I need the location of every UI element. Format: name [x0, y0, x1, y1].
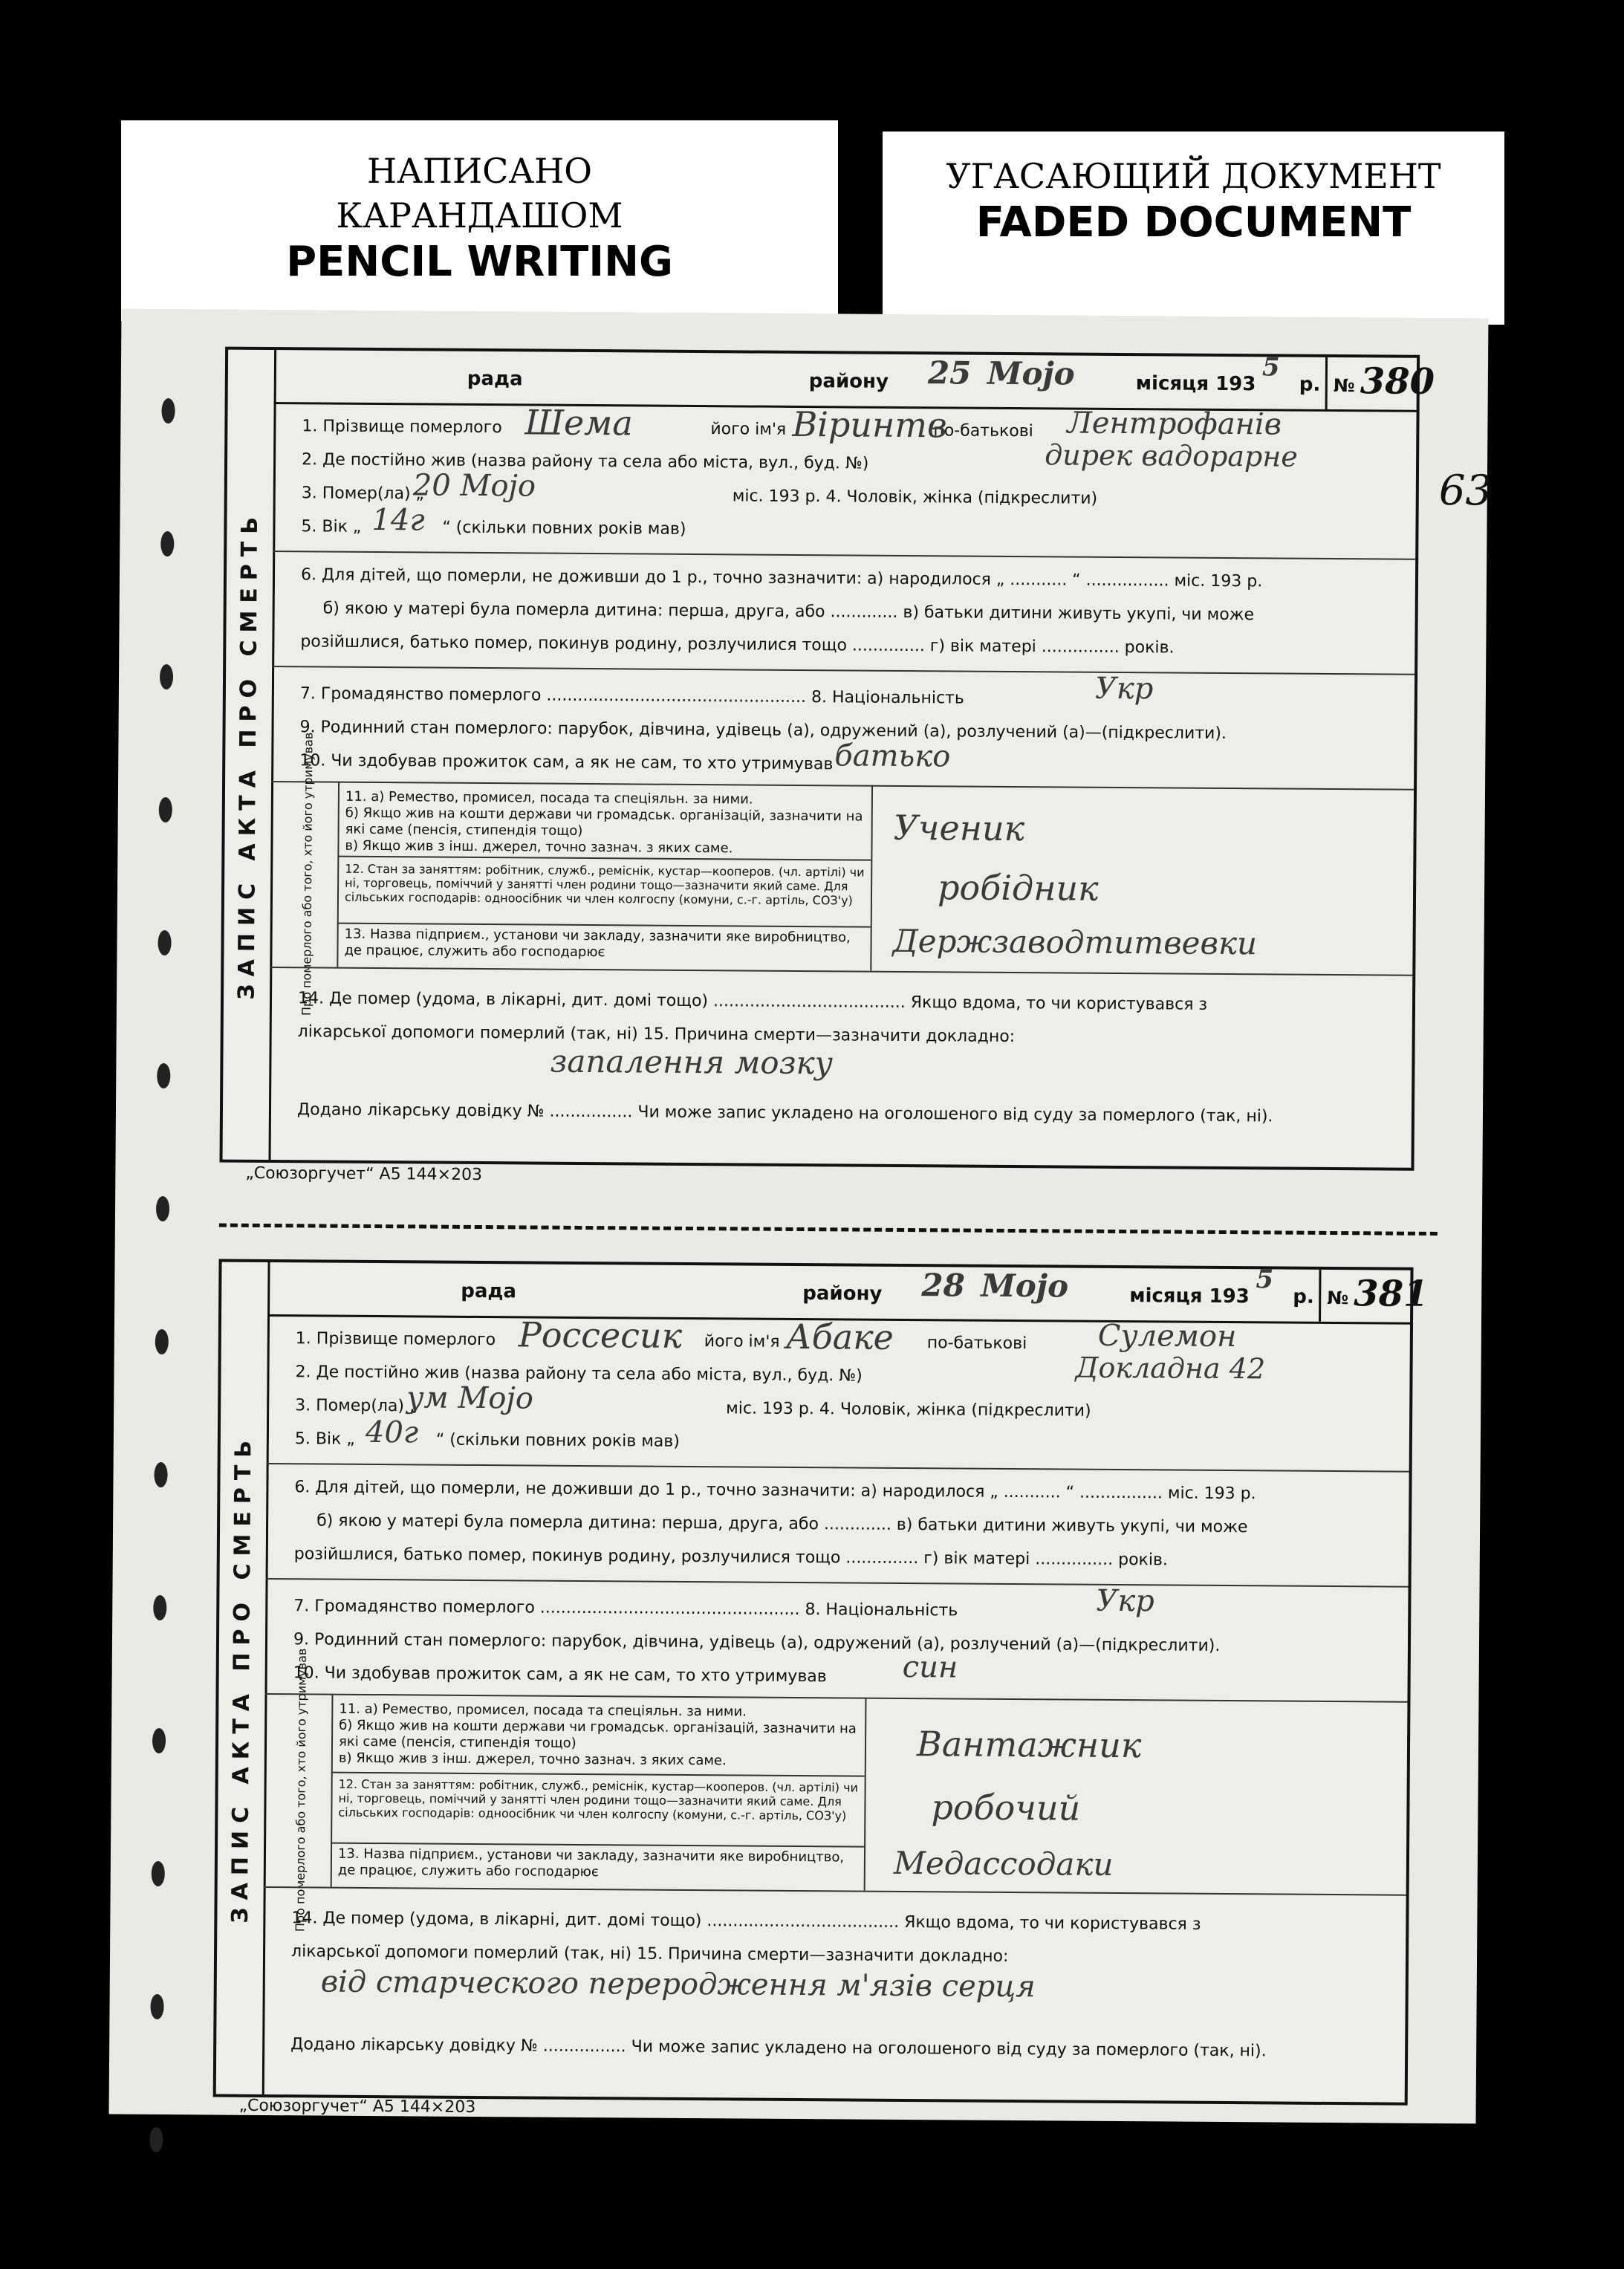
label-ru-line2: КАРАНДАШОМ: [336, 195, 623, 236]
label-en: PENCIL WRITING: [286, 238, 673, 286]
field-16: Додано лікарську довідку № ................ Чи може запис укладено на оголошеного від суду за померлого (так, ні).: [296, 1100, 1273, 1126]
field-13: 13. Назва підприєм., установи чи закладу, зазначити яке виробництво, де працює, служить або господарює: [337, 1846, 845, 1880]
month-label: місяця 193: [1135, 372, 1256, 396]
side-box: Про померлого або того, хто його утримував: [277, 781, 340, 967]
side-box: Про померлого або того, хто його утримував: [271, 1693, 334, 1887]
record-month: Mojo: [981, 1267, 1069, 1305]
faded-document-label: [883, 132, 1504, 325]
field-12: 12. Стан за заняттям: робітник, служб., реміснік, кустар—кооперов. (чл. артілі) чи ні, торговець, поміччий у занятті член родини тощо—зазначити який саме. Для сільських господарів: одноосібник чи член колгоспу (комуни, с.-г. артіль, СОЗ'у): [338, 1776, 859, 1823]
form-header: [274, 350, 1417, 412]
field-7: 7. Громадянство померлого .................................................. 8. Національність: [299, 684, 964, 708]
field-11: 11. а) Ремество, промисел, посада та спеціяльн. за ними. б) Якщо жив на кошти держави чи громадськ. організацій, зазначити на які саме (пенсія, стипендія тощо) в) Якщо жив з інш. джерел, точно зазнач. з яких саме.: [338, 1701, 857, 1769]
surname-value: Шема: [524, 402, 633, 444]
field-6c: розійшлися, батько помер, покинув родину, розлучилися тощо .............. г) вік матері ............... років.: [293, 1545, 1169, 1570]
nationality-value: Укр: [1096, 1583, 1154, 1619]
year-label: р.: [1293, 1285, 1314, 1308]
record-day: 25: [927, 354, 972, 392]
form-side-title: ЗАПИС АКТА ПРО СМЕРТЬ: [216, 1262, 270, 2094]
year-label: р.: [1299, 373, 1321, 396]
field-7: 7. Громадянство померлого .................................................. 8. Національність: [293, 1597, 958, 1620]
form-footer: „Союзоргучет“ А5 144×203: [245, 1163, 483, 1185]
field-13: 13. Назва підприєм., установи чи закладу, зазначити яке виробництво, де працює, служить або господарює: [344, 926, 851, 961]
field-3: 3. Помер(ла) „: [301, 484, 425, 504]
occupation-value: Вантажник: [916, 1724, 1142, 1766]
field-2: 2. Де постійно жив (назва району та села або міста, вул., буд. №): [295, 1363, 863, 1386]
status-value: робочий: [931, 1787, 1081, 1828]
label-ru-line1: НАПИСАНО: [366, 151, 593, 191]
record-number-box: № 381: [1319, 1270, 1410, 1322]
residence-value: дирек вадорарне: [1045, 438, 1299, 473]
field-16: Додано лікарську довідку № ................ Чи може запис укладено на оголошеного від суду за померлого (так, ні).: [290, 2035, 1267, 2061]
nationality-value: Укр: [1094, 671, 1154, 707]
patronymic-value: Сулемон: [1097, 1318, 1237, 1354]
death-date-value: ум Mojo: [406, 1380, 534, 1416]
pencil-writing-label: [121, 120, 838, 321]
rada-label: рада: [461, 1279, 517, 1303]
surname-value: Россесик: [518, 1314, 683, 1356]
label-ru: УГАСАЮЩИЙ ДОКУМЕНТ: [946, 156, 1441, 196]
rayonu-label: району: [802, 1282, 883, 1305]
rayonu-label: району: [808, 370, 889, 393]
field-6a: 6. Для дітей, що померли, не доживши до 1 р., точно зазначити: а) народилося „ ........... “ ................ міс. 193 р.: [300, 565, 1263, 591]
supported-by-value: син: [902, 1649, 958, 1685]
occupation-value: Ученик: [893, 807, 1025, 849]
field-1: 1. Прізвище померлого: [295, 1329, 496, 1350]
age-value: 40г: [365, 1415, 419, 1450]
label-en: FADED DOCUMENT: [975, 198, 1412, 247]
patronymic-value: Лентрофанів: [1067, 406, 1282, 442]
field-14: 14. Де помер (удома, в лікарні, дит. домі тощо) ..................................... Якщо вдома, то чи користувався з: [291, 1909, 1201, 1934]
field-12: 12. Стан за заняттям: робітник, служб., реміснік, кустар—кооперов. (чл. артілі) чи ні, торговець, поміччий у занятті член родини тощо—зазначити який саме. Для сільських господарів: одноосібник чи член колгоспу (комуни, с.-г. артіль, СОЗ'у): [344, 861, 865, 908]
cause-value: від старческого переродження м'язів серця: [320, 1964, 1036, 2005]
status-value: робідник: [937, 867, 1099, 909]
field-15: лікарської допомоги померлий (так, ні) 15. Причина смерти—зазначити докладно:: [290, 1942, 1009, 1966]
field-9: 9. Родинний стан померлого: парубок, дівчина, удівець (а), одружений (а), розлучений (а)—(підкреслити).: [299, 718, 1227, 744]
record-number-box: № 380: [1325, 357, 1417, 410]
field-1: 1. Прізвище померлого: [302, 417, 502, 438]
record-month: Mojo: [987, 354, 1075, 392]
death-record-form-2: ЗАПИС АКТА ПРО СМЕРТЬ рада району 28 Mojo місяця 193 5 р. № 381 1. Прізвище померлого його ім'я по-батькові Россесик Абаке Сулемон 2. Де постійно жив (назва району та села або міста, вул., буд. №) Докладна 42 3. Помер(ла) „ міс. 193 р. 4. Чоловік, жінка (підкреслити) ум Mojo 5. Вік „ “ (скільки повних років мав) 40г 6. Для дітей, що померли, не доживши до 1 р., точно зазначити: а) народилося „ ........... “ ................ міс. 193 р. б) якою у матері була померла дитина: перша, друга, або ............. в) батьки дитини живуть укупі, чи може розійшлися, батько помер, покинув родину, розлучилися тощо .............. г) вік матері ............... років. 7. Громадянство померлого .................................................. 8. Національність Укр 9. Родинний стан померлого: парубок, дівчина, удівець (а), одружений (а), розлучений (а)—(підкреслити). 10. Чи здобував прожиток сам, а як не сам, то хто утримував син Про померлого або того, хто його утримував 11. а) Ремество, промисел, посада та спеціяльн. за ними. б) Якщо жив на кошти держави чи громадськ. організацій, зазначити на які саме (пенсія, стипендія тощо) в) Якщо жив з інш. джерел, точно зазнач. з яких саме. Вантажник 12. Стан за заняттям: робітник, служб., реміснік, кустар—кооперов. (чл. артілі) чи ні, торговець, поміччий у занятті член родини тощо—зазначити який саме. Для сільських господарів: одноосібник чи член колгоспу (комуни, с.-г. артіль, СОЗ'у) робочий 13. Назва підприєм., установи чи закладу, зазначити яке виробництво, де працює, служить або господарює Медассодаки 14. Де помер (удома, в лікарні, дит. домі тощо) ..................................... Якщо вдома, то чи користувався з лікарської допомоги померлий (так, ні) 15. Причина смерти—зазначити докладно: від старческого переродження м'язів серця Додано лікарську довідку № ................ Чи може запис укладено на оголошеного від суду за померлого (так, ні).: [213, 1259, 1414, 2106]
record-year-digit: 5: [1261, 352, 1280, 383]
record-day: 28: [921, 1267, 965, 1304]
workplace-value: Медассодаки: [893, 1844, 1114, 1883]
field-9: 9. Родинний стан померлого: парубок, дівчина, удівець (а), одружений (а), розлучений (а)—(підкреслити).: [293, 1630, 1221, 1655]
field-6b: б) якою у матері була померла дитина: перша, друга, або ............. в) батьки дитини живуть укупі, чи може: [322, 599, 1255, 625]
rada-label: рада: [467, 367, 523, 391]
age-value: 14г: [371, 502, 425, 538]
field-10: 10. Чи здобував прожиток сам, а як не сам, то хто утримував: [293, 1663, 827, 1687]
field-11: 11. а) Ремество, промисел, посада та спеціяльн. за ними. б) Якщо жив на кошти держави чи громадськ. організацій, зазначити на які саме (пенсія, стипендія тощо) в) Якщо жив з інш. джерел, точно зазнач. з яких саме.: [345, 788, 863, 857]
field-10: 10. Чи здобував прожиток сам, а як не сам, то хто утримував: [299, 751, 834, 774]
form-footer: „Союзоргучет“ А5 144×203: [238, 2096, 476, 2117]
field-6a: 6. Для дітей, що померли, не доживши до 1 р., точно зазначити: а) народилося „ ........... “ ................ міс. 193 р.: [294, 1478, 1256, 1504]
supported-by-value: батько: [834, 739, 951, 774]
document-page: [109, 309, 1493, 2124]
field-6c: розійшлися, батько помер, покинув родину, розлучилися тощо .............. г) вік матері ............... років.: [300, 632, 1175, 658]
form-header: [267, 1262, 1410, 1325]
name-value: Віринтв: [792, 403, 947, 446]
workplace-value: Держзаводтитвевки: [892, 922, 1258, 962]
death-date-value: 20 Mojo: [412, 468, 536, 504]
margin-note: 63: [1438, 466, 1493, 516]
field-15: лікарської допомоги померлий (так, ні) 15. Причина смерти—зазначити докладно:: [297, 1022, 1016, 1047]
field-5: 5. Вік „: [301, 517, 362, 536]
field-3: 3. Помер(ла) „: [295, 1396, 418, 1416]
field-6b: б) якою у матері була померла дитина: перша, друга, або ............. в) батьки дитини живуть укупі, чи може: [316, 1511, 1248, 1537]
form-side-title: ЗАПИС АКТА ПРО СМЕРТЬ: [223, 350, 277, 1160]
month-label: місяця 193: [1129, 1285, 1250, 1308]
record-number: 381: [1354, 1273, 1429, 1315]
residence-value: Докладна 42: [1075, 1351, 1266, 1386]
cut-line: [219, 1224, 1438, 1236]
record-number: 380: [1360, 360, 1435, 403]
name-value: Абаке: [785, 1316, 894, 1357]
punch-holes: [149, 398, 191, 2260]
death-record-form-1: ЗАПИС АКТА ПРО СМЕРТЬ рада району 25 Mojo місяця 193 5 р. № 380 1. Прізвище померлого його ім'я по-батькові Шема Віринтв Лентрофанів 2. Де постійно жив (назва району та села або міста, вул., буд. №) дирек вадорарне 3. Помер(ла) „ міс. 193 р. 4. Чоловік, жінка (підкреслити) 20 Mojo 5. Вік „ “ (скільки повних років мав) 14г 6. Для дітей, що померли, не доживши до 1 р., точно зазначити: а) народилося „ ........... “ ................ міс. 193 р. б) якою у матері була померла дитина: перша, друга, або ............. в) батьки дитини живуть укупі, чи може розійшлися, батько помер, покинув родину, розлучилися тощо .............. г) вік матері ............... років. 7. Громадянство померлого .................................................. 8. Національність Укр 9. Родинний стан померлого: парубок, дівчина, удівець (а), одружений (а), розлучений (а)—(підкреслити). 10. Чи здобував прожиток сам, а як не сам, то хто утримував батько Про померлого або того, хто його утримував 11. а) Ремество, промисел, посада та спеціяльн. за ними. б) Якщо жив на кошти держави чи громадськ. організацій, зазначити на які саме (пенсія, стипендія тощо) в) Якщо жив з інш. джерел, точно зазнач. з яких саме. Ученик 12. Стан за заняттям: робітник, служб., реміснік, кустар—кооперов. (чл. артілі) чи ні, торговець, поміччий у занятті член родини тощо—зазначити який саме. Для сільських господарів: одноосібник чи член колгоспу (комуни, с.-г. артіль, СОЗ'у) робідник 13. Назва підприєм., установи чи закладу, зазначити яке виробництво, де працює, служить або господарює Держзаводтитвевки 14. Де помер (удома, в лікарні, дит. домі тощо) ..................................... Якщо вдома, то чи користувався з лікарської допомоги померлий (так, ні) 15. Причина смерти—зазначити докладно: запалення мозку Додано лікарську довідку № ................ Чи може запис укладено на оголошеного від суду за померлого (так, ні).: [219, 347, 1420, 1171]
record-year-digit: 5: [1256, 1265, 1274, 1295]
field-5: 5. Вік „: [294, 1429, 355, 1449]
cause-value: запалення мозку: [550, 1042, 834, 1082]
field-2: 2. Де постійно жив (назва району та села або міста, вул., буд. №): [302, 450, 869, 473]
field-14: 14. Де помер (удома, в лікарні, дит. домі тощо) ..................................... Якщо вдома, то чи користувався з: [297, 989, 1208, 1014]
